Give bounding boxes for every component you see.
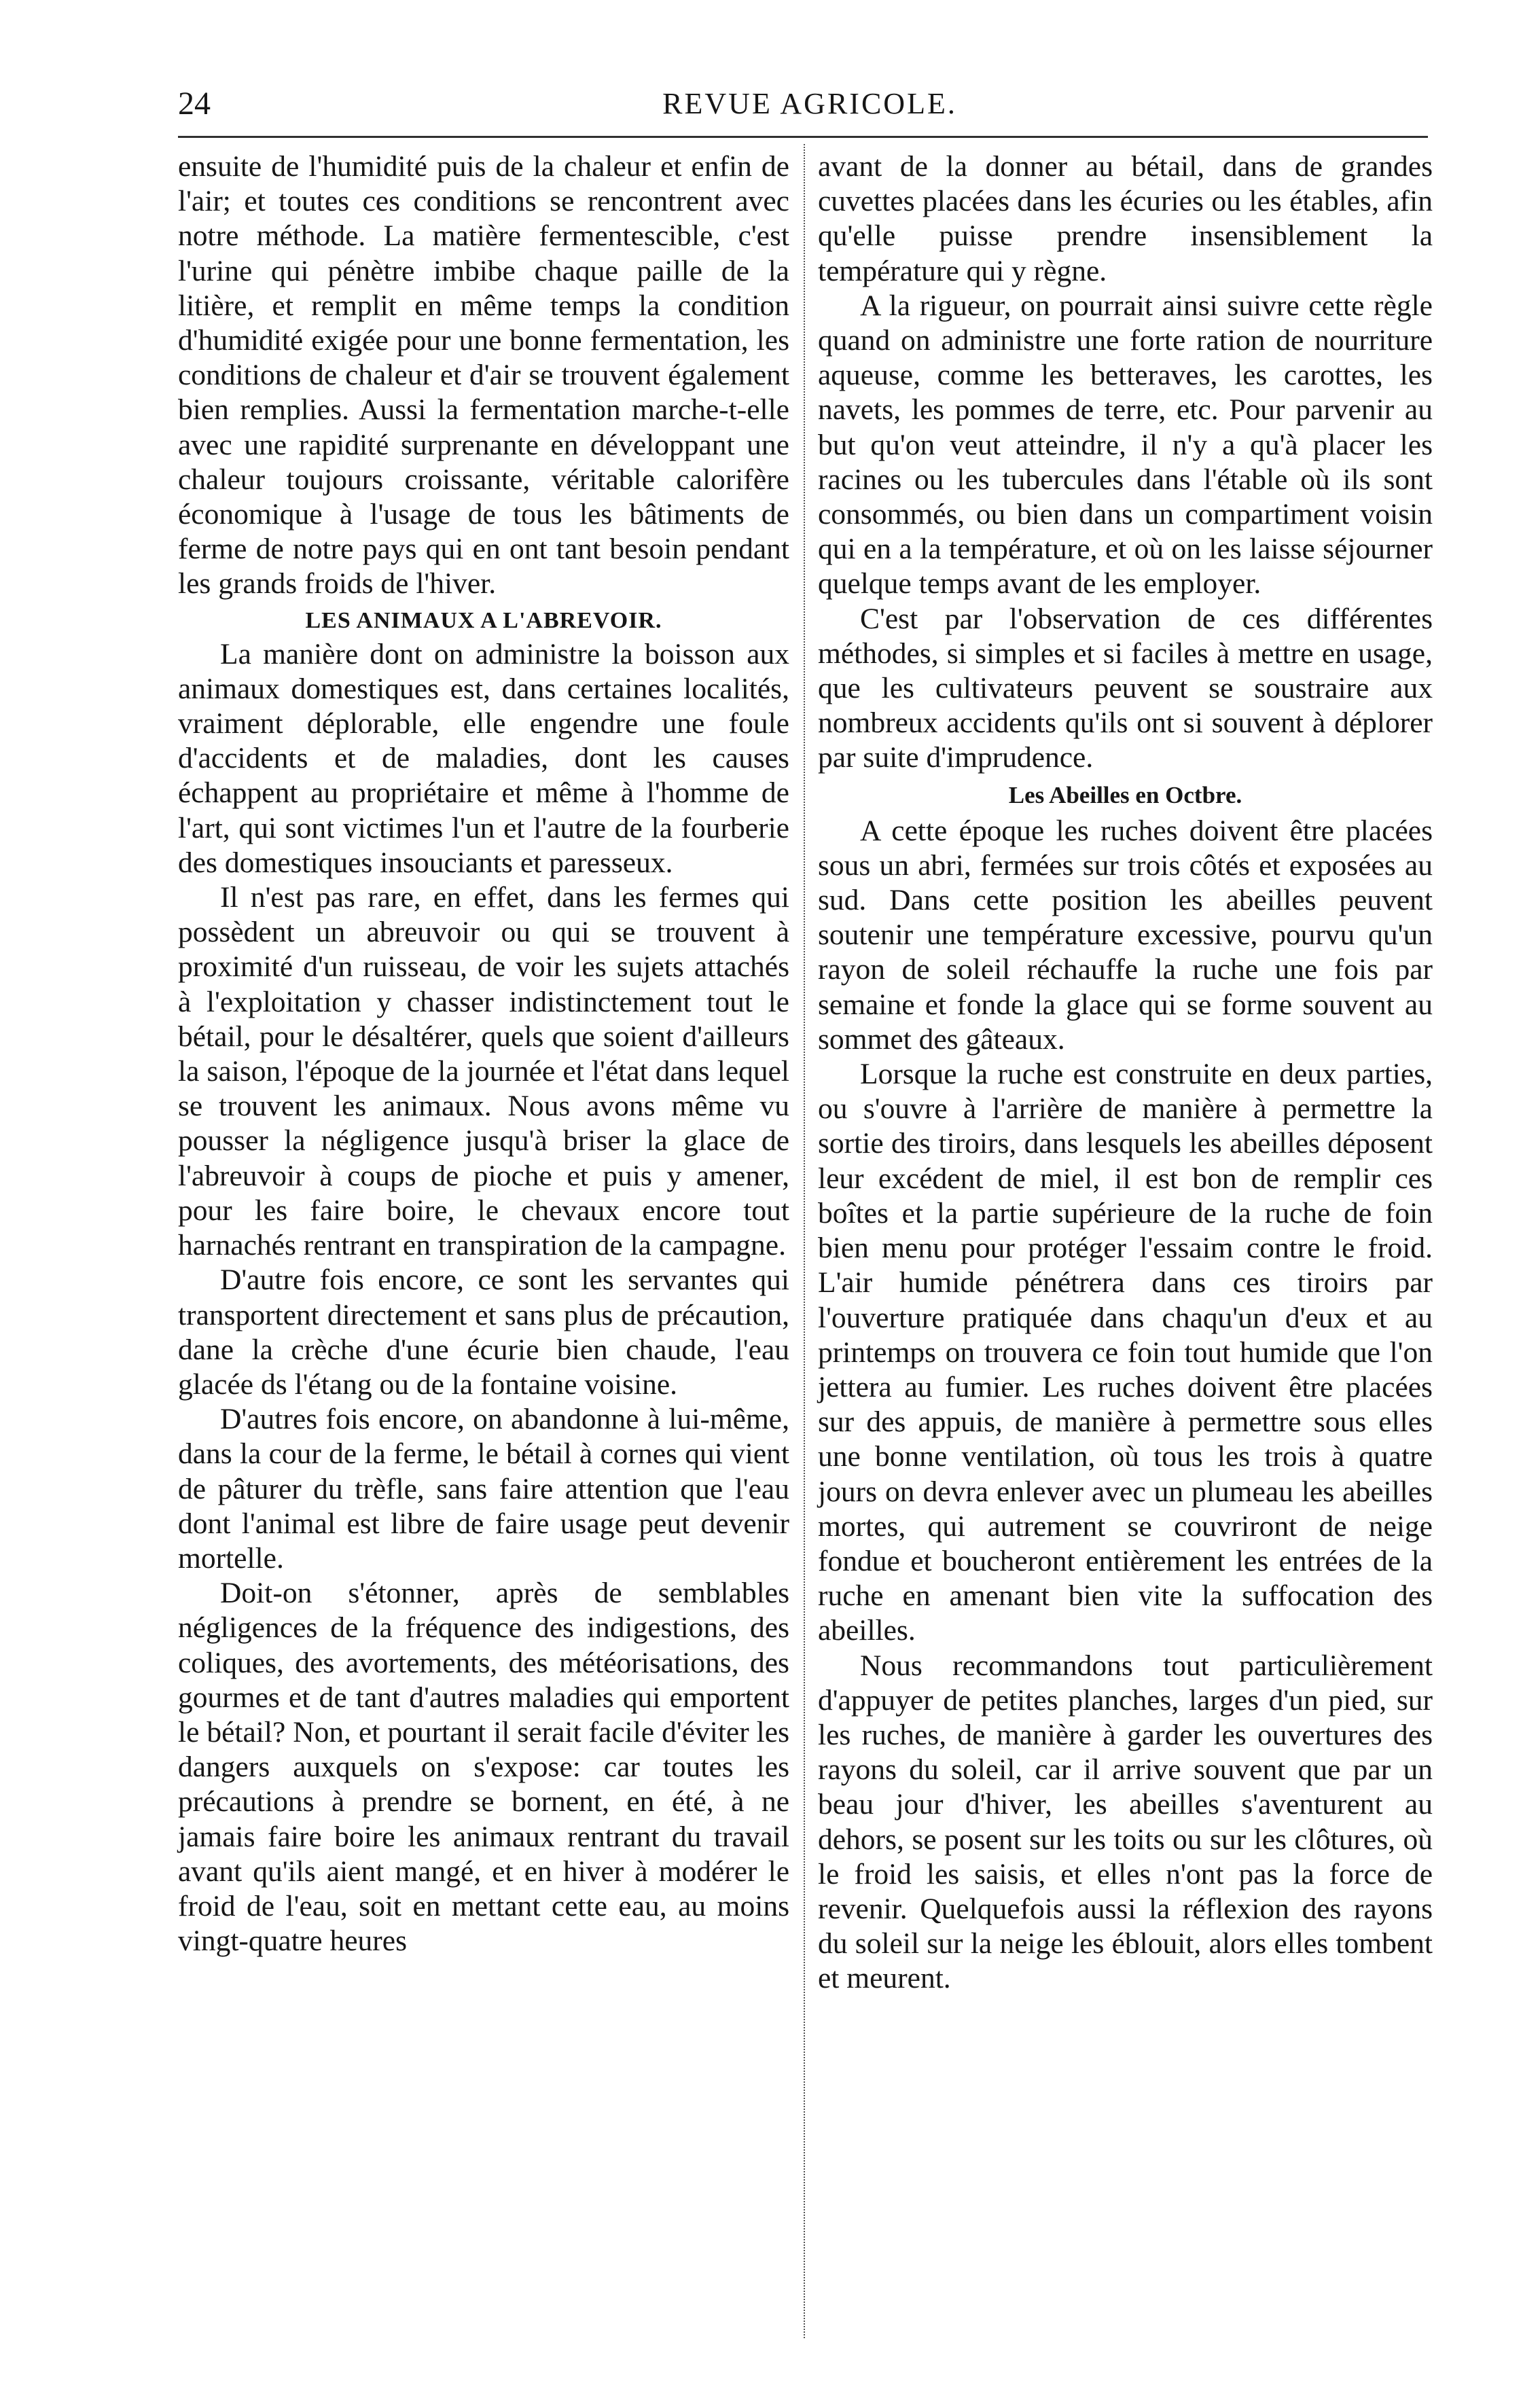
- paragraph: Nous recommandons tout particulièrement d'appuyer de petites planches, larges d'un pied, sur les ruches, de manière à garder les ouvertures des rayons du soleil, car il arrive souvent que par un beau jour d'hiver, les abeilles s'aventurent au dehors, se posent sur les toits ou sur les clôtures, où le froid les saisis, et elles n'ont pas la force de revenir. Quelquefois aussi la réflexion des rayons du soleil sur la neige les éblouit, alors elles tombent et meurent.: [818, 1649, 1433, 1995]
- paragraph: ensuite de l'humidité puis de la chaleur et enfin de l'air; et toutes ces conditions se rencontrent avec notre méthode. La matière fermentescible, c'est l'urine qui pénètre imbibe chaque paille de la litière, et remplit en même temps la condition d'humidité exigée pour une bonne fermentation, les conditions de chaleur et d'air se trouvent également bien remplies. Aussi la fermentation marche-t-elle avec une rapidité surprenante en développant une chaleur toujours croissante, véritable calorifère économique à l'usage de tous les bâtiments de ferme de notre pays qui en ont tant besoin pendant les grands froids de l'hiver.: [178, 150, 789, 601]
- paragraph: Doit-on s'étonner, après de semblables négligences de la fréquence des indigestions, des coliques, des avortements, des météorisations, des gourmes et de tant d'autres maladies qui emportent le bétail? Non, et pourtant il serait facile d'éviter les dangers auxquels on s'expose: car toutes les précautions à prendre se bornent, en été, à ne jamais faire boire les animaux rentrant du travail avant qu'ils aient mangé, et en hiver à modérer le froid de l'eau, soit en mettant cette eau, au moins vingt-quatre heures: [178, 1577, 789, 1958]
- paragraph: C'est par l'observation de ces différentes méthodes, si simples et si faciles à mettre en usage, que les cultivateurs peuvent se soustraire aux nombreux accidents qu'ils ont si souvent à déplorer par suite d'imprudence.: [818, 602, 1433, 774]
- section-heading-abeilles: Les Abeilles en Octbre.: [1008, 781, 1242, 808]
- paragraph: La manière dont on administre la boisson aux animaux domestiques est, dans certaines localités, vraiment déplorable, elle engendre une foule d'accidents et de maladies, dont les causes échappent au propriétaire et même à l'homme de l'art, qui sont victimes l'un et l'autre de la fourberie des domestiques insouciants et paresseux.: [178, 637, 789, 879]
- paragraph: D'autres fois encore, on abandonne à lui-même, dans la cour de la ferme, le bétail à cornes qui vient de pâturer du trèfle, sans faire attention que l'eau dont l'animal est libre de faire usage peut devenir mortelle.: [178, 1403, 789, 1575]
- section-heading-animaux: LES ANIMAUX A L'ABREVOIR.: [305, 607, 662, 633]
- column-divider: [804, 144, 805, 2338]
- paragraph: avant de la donner au bétail, dans de grandes cuvettes placées dans les écuries ou les étables, afin qu'elle puisse prendre insensiblement la température qui y règne.: [818, 150, 1433, 287]
- paragraph: Lorsque la ruche est construite en deux parties, ou s'ouvre à l'arrière de manière à permettre la sortie des tiroirs, dans lesquels les abeilles déposent leur excédent de miel, il est bon de remplir ces boîtes et la partie supérieure de la ruche de foin bien menu pour protéger l'essaim contre le froid. L'air humide pénétrera dans ces tiroirs par l'ouverture pratiquée dans chaqu'un d'eux et au printemps on trouvera ce foin tout humide que l'on jettera au fumier. Les ruches doivent être placées sur des appuis, de manière à permettre sous elles une bonne ventilation, où tous les trois à quatre jours on devra enlever avec un plumeau les abeilles mortes, qui autrement se couvriront de neige fondue et boucheront entièrement les entrées de la ruche en amenant bien vite la suffocation des abeilles.: [818, 1058, 1433, 1647]
- header-rule: [178, 136, 1428, 138]
- page-header: [178, 80, 1441, 128]
- paragraph: A cette époque les ruches doivent être placées sous un abri, fermées sur trois côtés et exposées au sud. Dans cette position les abeilles peuvent soutenir une température excessive, pourvu qu'un rayon de soleil réchauffe la ruche une fois par semaine et fonde la glace qui se forme souvent au sommet des gâteaux.: [818, 814, 1433, 1056]
- paragraph: A la rigueur, on pourrait ainsi suivre cette règle quand on administre une forte ration de nourriture aqueuse, comme les betteraves, les carottes, les navets, les pommes de terre, etc. Pour parvenir au but qu'on veut atteindre, il n'y a qu'à placer les racines ou les tubercules dans l'étable où ils sont consommés, ou bien dans un compartiment voisin qui en a la température, et où on les laisse séjourner quelque temps avant de les employer.: [818, 289, 1433, 601]
- right-column: [818, 149, 1433, 1996]
- paragraph: Il n'est pas rare, en effet, dans les fermes qui possèdent un abreuvoir ou qui se trouvent à proximité d'un ruisseau, de voir les sujets attachés à l'exploitation y chasser indistinctement tout le bétail, pour le désaltérer, quels que soient d'ailleurs la saison, l'époque de la journée et l'état dans lequel se trouvent les animaux. Nous avons même vu pousser la négligence jusqu'à briser la glace de l'abreuvoir à coups de pioche et puis y amener, pour les faire boire, le chevaux encore tout harnachés rentrant en transpiration de la campagne.: [178, 881, 789, 1262]
- paragraph: D'autre fois encore, ce sont les servantes qui transportent directement et sans plus de précaution, dane la crèche d'une écurie bien chaude, l'eau glacée ds l'étang ou de la fontaine voisine.: [178, 1264, 789, 1401]
- page-number: 24: [178, 86, 211, 122]
- left-column: [178, 149, 789, 1958]
- running-title: REVUE AGRICOLE.: [662, 87, 957, 120]
